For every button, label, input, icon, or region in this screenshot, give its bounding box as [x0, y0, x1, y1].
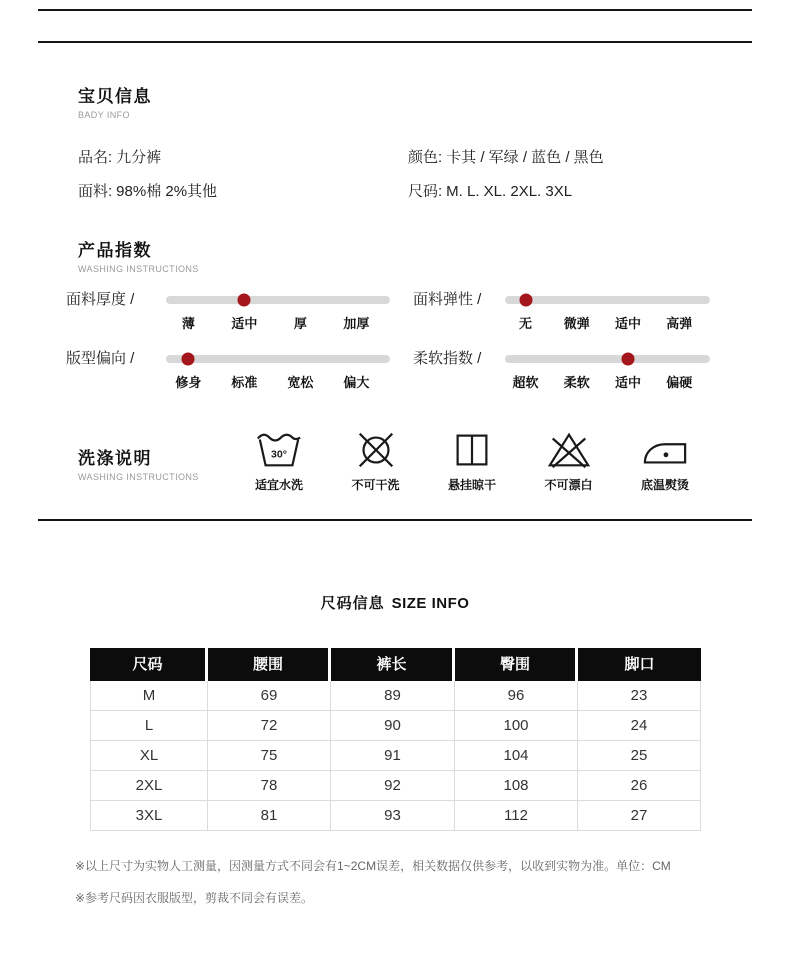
table-cell: 112: [455, 801, 578, 831]
table-cell: 2XL: [90, 771, 208, 801]
slider-option: 厚: [293, 316, 307, 331]
table-cell: 81: [208, 801, 331, 831]
slider-option: 柔软: [563, 375, 590, 390]
table-cell: 89: [331, 681, 455, 711]
column-header: 臀围: [455, 648, 578, 681]
washing-item: [523, 430, 615, 493]
size-info-title: [0, 592, 790, 613]
measurement-note: ※以上尺寸为实物人工测量，因测量方式不同会有1~2CM误差，相关数据仅供参考，以收到实物为准。单位：CM: [75, 859, 671, 873]
washing-item-label: 不可漂白: [544, 478, 593, 492]
table-cell: XL: [90, 741, 208, 771]
washing-heading: [78, 444, 199, 482]
section-subtitle: WASHING INSTRUCTIONS: [78, 264, 199, 274]
table-cell: 100: [455, 711, 578, 741]
svg-text:30°: 30°: [271, 448, 287, 461]
table-cell: 90: [331, 711, 455, 741]
slider-label: 柔软指数 /: [413, 350, 482, 367]
washing-item-label: 悬挂晾干: [447, 478, 496, 492]
slider-option: 修身: [175, 375, 202, 390]
washing-item: [330, 430, 422, 493]
slider-options: [166, 372, 390, 390]
slider-fabric-elasticity: [413, 292, 710, 340]
field-label: 尺码:: [408, 183, 443, 200]
column-header: 脚口: [578, 648, 701, 681]
table-cell: 93: [331, 801, 455, 831]
iron-low-temp-icon: [642, 430, 688, 470]
slider-bar[interactable]: [166, 296, 390, 304]
table-cell: 3XL: [90, 801, 208, 831]
washing-item-label: 适宜水洗: [254, 478, 303, 492]
field-label: 面料:: [78, 183, 113, 200]
washing-item: [233, 430, 325, 493]
section-title: 产品指数: [78, 241, 152, 260]
table-cell: 96: [455, 681, 578, 711]
no-dry-clean-icon: [353, 430, 399, 470]
field-value: 卡其 / 军绿 / 蓝色 / 黑色: [446, 149, 604, 166]
slider-label: 版型偏向 /: [66, 350, 135, 367]
section-title: 宝贝信息: [78, 87, 152, 106]
hang-dry-icon: [449, 430, 495, 470]
table-cell: 26: [578, 771, 701, 801]
washing-item-label: 底温熨烫: [640, 478, 689, 492]
table-cell: 104: [455, 741, 578, 771]
slider-bar[interactable]: [505, 355, 710, 363]
slider-options: [166, 313, 390, 331]
table-cell: M: [90, 681, 208, 711]
slider-option: 偏大: [343, 375, 370, 390]
table-row: [90, 741, 701, 771]
table-cell: 108: [455, 771, 578, 801]
table-cell: 69: [208, 681, 331, 711]
slider-option: 加厚: [343, 316, 370, 331]
slider-track[interactable]: [166, 292, 390, 340]
field-product-name: [78, 146, 161, 167]
washing-item: [426, 430, 518, 493]
section-subtitle: BADY INFO: [78, 110, 130, 120]
slider-option: 超软: [512, 375, 539, 390]
slider-bar[interactable]: [505, 296, 710, 304]
table-header-row: [90, 648, 701, 681]
field-label: 品名:: [78, 149, 113, 166]
slider-label: 面料弹性 /: [413, 291, 482, 308]
slider-option: 标准: [231, 375, 258, 390]
field-color: [408, 146, 604, 167]
washing-icons-row: [233, 430, 711, 493]
column-header: 尺码: [90, 648, 208, 681]
slider-option: 偏硬: [666, 375, 693, 390]
section-divider-line: [38, 519, 752, 521]
size-reference-note: ※参考尺码因衣服版型，剪裁不同会有误差。: [75, 891, 314, 905]
baby-info-heading: [78, 82, 152, 120]
table-cell: 23: [578, 681, 701, 711]
slider-option: 适中: [614, 316, 642, 331]
table-cell: 25: [578, 741, 701, 771]
table-row: [90, 711, 701, 741]
slider-option: 微弹: [563, 316, 590, 331]
slider-bar[interactable]: [166, 355, 390, 363]
slider-handle[interactable]: [622, 353, 635, 366]
slider-track[interactable]: [166, 351, 390, 399]
washing-item-label: 不可干洗: [351, 478, 400, 492]
field-label: 颜色:: [408, 149, 443, 166]
slider-option: 高弹: [666, 316, 693, 331]
slider-handle[interactable]: [238, 294, 251, 307]
slider-fabric-thickness: [66, 292, 390, 340]
table-row: [90, 801, 701, 831]
slider-option: 适中: [614, 375, 642, 390]
table-cell: L: [90, 711, 208, 741]
field-size: [408, 180, 572, 201]
field-value: 98%棉 2%其他: [116, 183, 218, 200]
second-divider-line: [38, 41, 752, 43]
slider-option: 适中: [231, 316, 258, 331]
washing-item: [619, 430, 711, 493]
wash-tub-30-icon: [256, 430, 302, 470]
slider-option: 无: [518, 316, 533, 331]
slider-softness-index: [413, 351, 710, 399]
table-row: [90, 681, 701, 711]
table-cell: 27: [578, 801, 701, 831]
table-row: [90, 771, 701, 801]
slider-track[interactable]: [505, 292, 710, 340]
table-cell: 24: [578, 711, 701, 741]
column-header: 腰围: [208, 648, 331, 681]
field-value: 九分裤: [116, 149, 162, 166]
section-subtitle: WASHING INSTRUCTIONS: [78, 472, 199, 482]
table-cell: 91: [331, 741, 455, 771]
slider-option: 宽松: [287, 375, 314, 390]
slider-options: [505, 372, 710, 390]
table-cell: 75: [208, 741, 331, 771]
slider-handle[interactable]: [519, 294, 532, 307]
section-title: 洗涤说明: [78, 449, 152, 468]
slider-handle[interactable]: [182, 353, 195, 366]
slider-label: 面料厚度 /: [66, 291, 135, 308]
size-table: [90, 648, 701, 831]
table-cell: 92: [331, 771, 455, 801]
size-title-en: SIZE INFO: [391, 595, 470, 612]
table-cell: 72: [208, 711, 331, 741]
slider-track[interactable]: [505, 351, 710, 399]
table-cell: 78: [208, 771, 331, 801]
slider-options: [505, 313, 710, 331]
no-bleach-icon: [546, 430, 592, 470]
slider-fit-tendency: [66, 351, 390, 399]
field-fabric: [78, 180, 217, 201]
product-index-heading: [78, 236, 199, 274]
field-value: M. L. XL. 2XL. 3XL: [446, 183, 573, 200]
top-divider-line: [38, 9, 752, 11]
column-header: 裤长: [331, 648, 455, 681]
size-title-cn: 尺码信息: [320, 595, 385, 612]
slider-option: 薄: [181, 316, 195, 331]
